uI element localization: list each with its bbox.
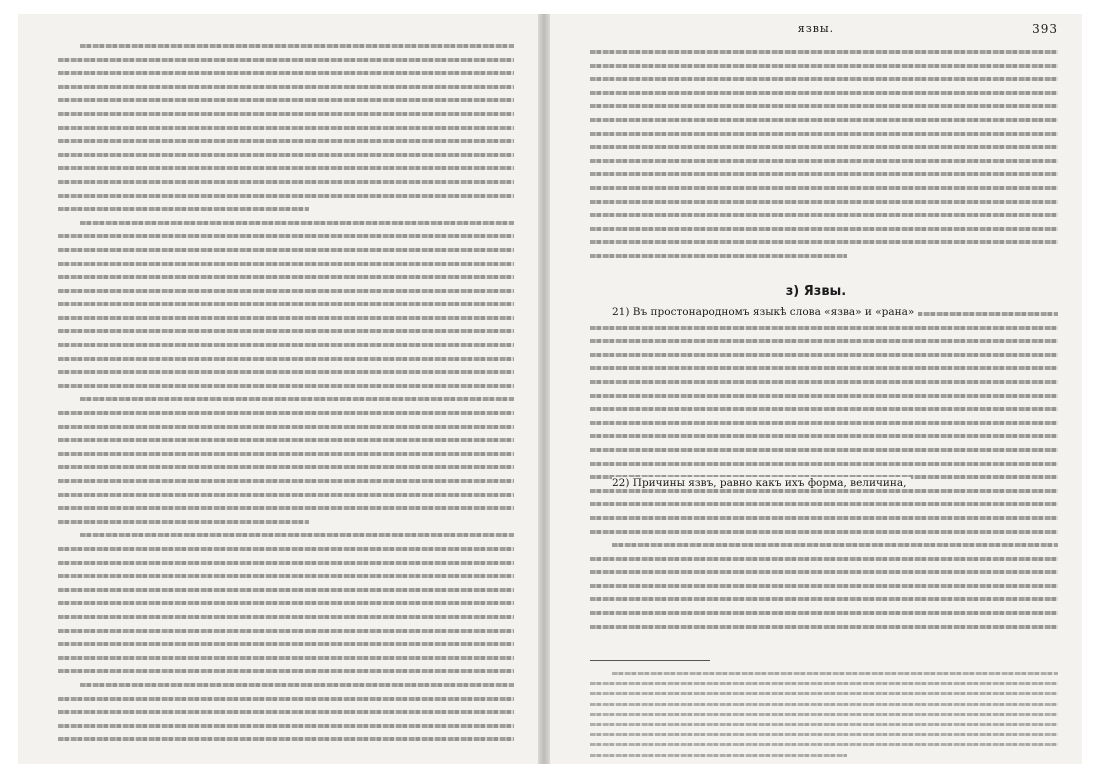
- section-title: з) Язвы.: [785, 284, 847, 299]
- text-line: [590, 172, 1058, 176]
- text-line: [80, 397, 514, 401]
- text-line: [58, 520, 309, 524]
- text-line: [58, 615, 514, 619]
- text-line: [58, 126, 514, 130]
- text-line: [80, 533, 514, 537]
- text-line: [590, 132, 1058, 136]
- text-line: [58, 506, 514, 510]
- text-line: [590, 366, 1058, 370]
- text-line: [590, 502, 1058, 506]
- right-page-body-top: [590, 50, 1058, 268]
- text-line: [590, 584, 1058, 588]
- text-line: [58, 724, 514, 728]
- text-line: [58, 207, 309, 211]
- text-line: [590, 434, 1058, 438]
- text-line: [58, 194, 514, 198]
- right-page-body-mid: [590, 312, 1058, 638]
- text-line: [612, 672, 1058, 675]
- text-line: [590, 570, 1058, 574]
- text-line: [58, 656, 514, 660]
- text-line: [590, 743, 1058, 746]
- text-line: [58, 248, 514, 252]
- text-line: [590, 692, 1058, 695]
- text-line: [58, 425, 514, 429]
- text-line: [58, 561, 514, 565]
- text-line: [590, 145, 1058, 149]
- text-line: [590, 104, 1058, 108]
- text-line: [590, 713, 1058, 716]
- text-line: [58, 98, 514, 102]
- text-line: [590, 50, 1058, 54]
- text-line: [590, 227, 1058, 231]
- text-line: [58, 452, 514, 456]
- text-line: [590, 723, 1058, 726]
- book-gutter: [538, 14, 550, 764]
- text-line: [80, 683, 514, 687]
- text-line: [58, 329, 514, 333]
- text-line: [590, 754, 847, 757]
- text-line: [590, 213, 1058, 217]
- text-line: [612, 543, 1058, 547]
- paragraph-21-start: 21) Въ простонародномъ языкѣ слова «язва» и «рана»: [612, 306, 918, 318]
- text-line: [58, 588, 514, 592]
- text-line: [590, 421, 1058, 425]
- text-line: [58, 697, 514, 701]
- text-line: [590, 516, 1058, 520]
- text-line: [58, 370, 514, 374]
- text-line: [58, 275, 514, 279]
- left-page: [18, 14, 538, 764]
- text-line: [590, 489, 1058, 493]
- text-line: [590, 682, 1058, 685]
- text-line: [58, 629, 514, 633]
- text-line: [590, 240, 1058, 244]
- text-line: [58, 343, 514, 347]
- footnote-rule: [590, 660, 710, 661]
- text-line: [58, 71, 514, 75]
- right-page: [550, 14, 1082, 764]
- text-line: [590, 326, 1058, 330]
- text-line: [590, 557, 1058, 561]
- right-page-header: [574, 22, 1058, 40]
- text-line: [58, 669, 514, 673]
- text-line: [58, 302, 514, 306]
- text-line: [58, 153, 514, 157]
- text-line: [58, 289, 514, 293]
- text-line: [58, 262, 514, 266]
- running-title: язвы.: [797, 22, 835, 35]
- text-line: [590, 77, 1058, 81]
- text-line: [58, 493, 514, 497]
- text-line: [590, 254, 847, 258]
- text-line: [58, 737, 514, 741]
- text-line: [590, 380, 1058, 384]
- text-line: [58, 411, 514, 415]
- text-line: [80, 221, 514, 225]
- text-line: [58, 139, 514, 143]
- text-line: [58, 166, 514, 170]
- text-line: [590, 625, 1058, 629]
- text-line: [58, 479, 514, 483]
- text-line: [590, 733, 1058, 736]
- page-number: 393: [1032, 22, 1058, 36]
- text-line: [590, 530, 1058, 534]
- text-line: [58, 85, 514, 89]
- text-line: [58, 601, 514, 605]
- text-line: [590, 353, 1058, 357]
- text-line: [590, 159, 1058, 163]
- text-line: [590, 394, 1058, 398]
- text-line: [590, 407, 1058, 411]
- text-line: [58, 547, 514, 551]
- text-line: [58, 384, 514, 388]
- text-line: [58, 112, 514, 116]
- paragraph-22-start: 22) Причины язвъ, равно какъ ихъ форма, величина,: [612, 477, 911, 489]
- text-line: [590, 118, 1058, 122]
- text-line: [58, 58, 514, 62]
- text-line: [590, 597, 1058, 601]
- text-line: [590, 462, 1058, 466]
- text-line: [58, 180, 514, 184]
- text-line: [590, 200, 1058, 204]
- left-page-body: [58, 44, 514, 751]
- text-line: [58, 465, 514, 469]
- text-line: [58, 574, 514, 578]
- text-line: [58, 316, 514, 320]
- text-line: [590, 64, 1058, 68]
- text-line: [58, 642, 514, 646]
- book-spread: [18, 14, 1082, 764]
- text-line: [590, 339, 1058, 343]
- text-line: [80, 44, 514, 48]
- text-line: [590, 611, 1058, 615]
- footnotes: [590, 672, 1058, 764]
- text-line: [58, 357, 514, 361]
- text-line: [590, 703, 1058, 706]
- text-line: [58, 710, 514, 714]
- text-line: [590, 186, 1058, 190]
- text-line: [590, 91, 1058, 95]
- text-line: [58, 234, 514, 238]
- text-line: [590, 448, 1058, 452]
- text-line: [58, 438, 514, 442]
